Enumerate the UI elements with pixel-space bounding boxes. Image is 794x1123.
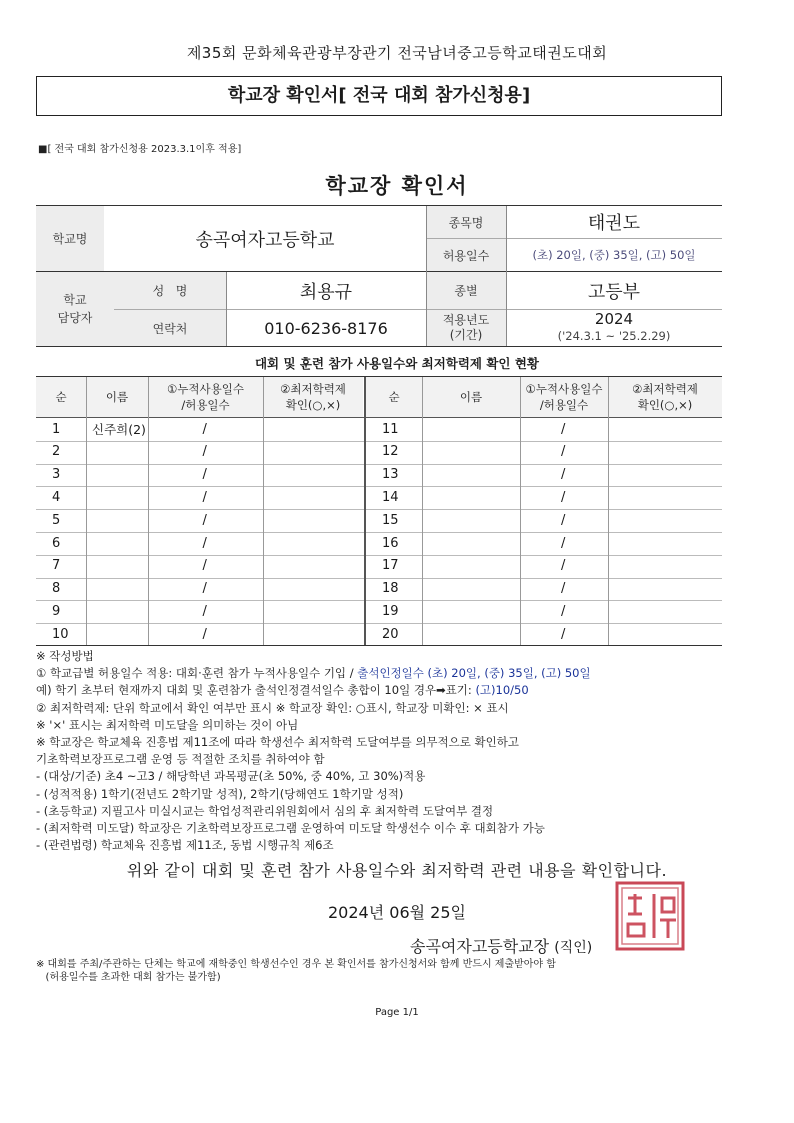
signature-date: 2024년 06월 25일 bbox=[328, 903, 466, 922]
seal-mark: (직인) bbox=[554, 940, 593, 956]
event-label: 종목명 bbox=[426, 206, 506, 238]
row-number: 15 bbox=[382, 512, 399, 528]
row-days: / bbox=[202, 421, 207, 437]
year-value: 2024 bbox=[594, 310, 634, 328]
row-days: / bbox=[202, 444, 207, 460]
notes-heading: ※ 작성방법 bbox=[36, 649, 94, 663]
page-number: Page 1/1 bbox=[375, 1007, 419, 1018]
school-name: 송곡여자고등학교 bbox=[195, 229, 335, 251]
note-4: ※ 학교장은 학교체육 진흥법 제11조에 따라 학생선수 최저학력 도달여부를 의무적으로 확인하고 bbox=[36, 735, 519, 750]
row-days: / bbox=[561, 535, 566, 551]
principal-name: 송곡여자고등학교장 (직인) bbox=[410, 937, 593, 956]
event-value: 태권도 bbox=[587, 213, 641, 234]
manager-name: 최용규 bbox=[299, 281, 353, 303]
manager-label: 학교 담당자 bbox=[36, 272, 114, 346]
table-header-left-0: 순 bbox=[36, 377, 86, 417]
note-1a-highlight: 출석인정일수 (초) 20일, (중) 35일, (고) 50일 bbox=[357, 666, 591, 681]
note-6: - (대상/기준) 초4 ~고3 / 해당학년 과목평균(초 50%, 중 40%, 고 30%)적용 bbox=[36, 769, 426, 784]
row-days: / bbox=[561, 467, 566, 483]
allowed-days-label: 허용일수 bbox=[426, 239, 506, 271]
document-title: 학교장 확인서 bbox=[325, 174, 469, 198]
row-days: / bbox=[561, 421, 566, 437]
applies-note: ■[ 전국 대회 참가신청용 2023.3.1이후 적용] bbox=[38, 144, 242, 155]
row-number: 17 bbox=[382, 558, 399, 574]
note-7: - (성적적용) 1학기(전년도 2학기말 성적), 2학기(당해연도 1학기말 성적) bbox=[36, 786, 404, 801]
row-number: 6 bbox=[52, 535, 61, 551]
row-days: / bbox=[561, 512, 566, 528]
table-header-left-1: 이름 bbox=[86, 377, 148, 417]
row-number: 16 bbox=[382, 535, 399, 551]
note-1b-highlight: (고)10/50 bbox=[475, 683, 529, 698]
footnote-line-2: (허용일수를 초과한 대회 참가는 불가함) bbox=[36, 972, 221, 983]
name-label: 성 명 bbox=[114, 272, 226, 309]
school-seal-stamp bbox=[614, 880, 686, 952]
division-label: 종별 bbox=[426, 272, 506, 309]
row-number: 10 bbox=[52, 626, 69, 642]
row-name: 신주희(2) bbox=[92, 422, 146, 437]
note-1b: 예) 학기 초부터 현재까지 대회 및 훈련참가 출석인정결석일수 총합이 10일 경우➡표기: (고)10/50 bbox=[36, 683, 529, 698]
row-number: 13 bbox=[382, 467, 399, 483]
row-days: / bbox=[202, 489, 207, 505]
note-5: 기초학력보장프로그램 운영 등 적절한 조치를 취하여야 함 bbox=[36, 752, 325, 767]
row-number: 20 bbox=[382, 626, 399, 642]
row-number: 2 bbox=[52, 444, 61, 460]
row-number: 7 bbox=[52, 558, 61, 574]
confirmation-statement: 위와 같이 대회 및 훈련 참가 사용일수와 최저학력 관련 내용을 확인합니다. bbox=[126, 861, 668, 880]
table-header-right-3: ②최저학력제 확인(○,×) bbox=[608, 377, 722, 417]
row-days: / bbox=[202, 467, 207, 483]
row-days: / bbox=[561, 558, 566, 574]
row-days: / bbox=[202, 603, 207, 619]
contact-label: 연락처 bbox=[114, 310, 226, 346]
row-days: / bbox=[561, 489, 566, 505]
row-number: 11 bbox=[382, 421, 399, 437]
row-days: / bbox=[202, 535, 207, 551]
instructions bbox=[36, 648, 736, 854]
document-banner: 학교장 확인서[ 전국 대회 참가신청용] bbox=[36, 76, 722, 116]
row-number: 4 bbox=[52, 489, 61, 505]
info-table bbox=[36, 205, 722, 347]
row-number: 9 bbox=[52, 603, 61, 619]
row-days: / bbox=[561, 603, 566, 619]
row-days: / bbox=[202, 512, 207, 528]
row-number: 8 bbox=[52, 581, 61, 597]
allowed-days-value: (초) 20일, (중) 35일, (고) 50일 bbox=[532, 248, 696, 262]
row-days: / bbox=[202, 581, 207, 597]
usage-table bbox=[36, 376, 722, 646]
period-value: ('24.3.1 ~ '25.2.29) bbox=[557, 329, 671, 343]
division-value: 고등부 bbox=[587, 281, 641, 303]
row-number: 1 bbox=[52, 421, 61, 437]
table-header-right-2: ①누적사용일수 /허용일수 bbox=[520, 377, 608, 417]
note-9: - (최저학력 미도달) 학교장은 기초학력보장프로그램 운영하여 미도달 학생선수 이수 후 대회참가 가능 bbox=[36, 821, 545, 836]
contact-value: 010-6236-8176 bbox=[264, 318, 388, 338]
note-2: ② 최저학력제: 단위 학교에서 확인 여부만 표시 ※ 학교장 확인: ○표시, 학교장 미확인: × 표시 bbox=[36, 700, 509, 715]
row-number: 19 bbox=[382, 603, 399, 619]
row-number: 18 bbox=[382, 581, 399, 597]
event-title: 제35회 문화체육관광부장관기 전국남녀중고등학교태권도대회 bbox=[186, 44, 608, 62]
year-label: 적용년도 (기간) bbox=[426, 310, 506, 346]
row-number: 3 bbox=[52, 467, 61, 483]
row-number: 5 bbox=[52, 512, 61, 528]
note-3: ※ '×' 표시는 최저학력 미도달을 의미하는 것이 아님 bbox=[36, 717, 299, 732]
row-days: / bbox=[202, 558, 207, 574]
footnote-line-1: ※ 대회를 주최/주관하는 단체는 학교에 재학중인 학생선수인 경우 본 확인서를 참가신청서와 함께 반드시 제출받아야 함 bbox=[36, 959, 556, 970]
note-8: - (초등학교) 지필고사 미실시교는 학업성적관리위원회에서 심의 후 최저학력 도달여부 결정 bbox=[36, 803, 494, 818]
row-days: / bbox=[561, 626, 566, 642]
year-cell bbox=[506, 310, 722, 346]
row-days: / bbox=[561, 581, 566, 597]
note-10: - (관련법령) 학교체육 진흥법 제11조, 동법 시행규칙 제6조 bbox=[36, 838, 334, 853]
table-header-right-1: 이름 bbox=[422, 377, 520, 417]
table-title: 대회 및 훈련 참가 사용일수와 최저학력제 확인 현황 bbox=[254, 356, 540, 371]
school-label: 학교명 bbox=[36, 206, 104, 271]
row-days: / bbox=[561, 444, 566, 460]
row-number: 14 bbox=[382, 489, 399, 505]
table-header-right-0: 순 bbox=[366, 377, 422, 417]
row-number: 12 bbox=[382, 444, 399, 460]
note-1a: ① 학교급별 허용일수 적용: 대회·훈련 참가 누적사용일수 기입 / 출석인정일수 (초) 20일, (중) 35일, (고) 50일 bbox=[36, 666, 591, 681]
footnote bbox=[36, 958, 736, 984]
table-header-left-3: ②최저학력제 확인(○,×) bbox=[263, 377, 363, 417]
table-header-left-2: ①누적사용일수 /허용일수 bbox=[148, 377, 263, 417]
row-days: / bbox=[202, 626, 207, 642]
